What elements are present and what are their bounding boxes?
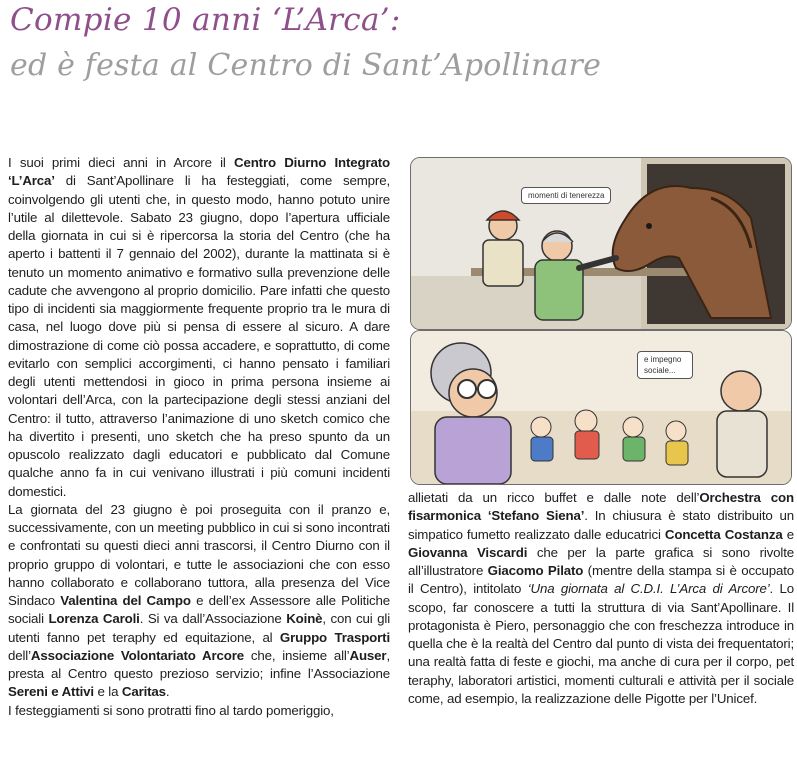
comic-illustration-dolls (411, 331, 791, 484)
text-column-right (408, 489, 794, 708)
text-column-left (8, 154, 390, 720)
comic-illustration-horse (411, 158, 791, 329)
speech-bubble-social: e impegno sociale... (637, 351, 693, 379)
comic-panel-dolls (410, 330, 792, 485)
paragraph-2: La giornata del 23 giugno è poi proseguita con il pranzo e, successivamente, con un meeting pubblico in cui si sono incontrati e confrontati su questi dieci anni trascorsi, il Centro Diurno con il proprio gruppo di volontari, e tutte le associazioni che con esso hanno collaborato e collaborano tuttora, alla presenza del Vice Sindaco Valentina del Campo e dell’ex Assessore alle Politiche sociali Lorenza Caroli. Si va dall’Associazione Koinè, con cui gli utenti fanno pet teraphy ed equitazione, al Gruppo Trasporti dell’Associazione Volontariato Arcore che, insieme all’Auser, presta al Centro questo prezioso servizio; infine l’Associazione Sereni e Attivi e la Caritas. (8, 501, 390, 700)
article-title: Compie 10 anni ‘L’Arca’: (10, 2, 401, 38)
article-subtitle: ed è festa al Centro di Sant’Apollinare (10, 48, 602, 83)
speech-bubble-tenderness: momenti di tenerezza (521, 187, 611, 204)
paragraph-3: I festeggiamenti si sono protratti fino al tardo pomeriggio, (8, 702, 334, 718)
paragraph-4: allietati da un ricco buffet e dalle note dell’Orchestra con fisarmonica ‘Stefano Siena’. In chiusura è stato distribuito un simpatico fumetto realizzato dalle educatrici Concetta Costanza e Giovanna Viscardi che per la parte grafica si sono rivolte all’illustratore Giacomo Pilato (mentre della stampa si è occupato il Centro), intitolato ‘Una giornata al C.D.I. L’Arca di Arcore’. Lo scopo, far conoscere a tutti la struttura di via Sant’Apollinare. Il protagonista è Piero, personaggio che con freschezza introduce in quella che è la realtà del Centro dal punto di vista dei frequentatori; una realtà fatta di feste e giochi, ma anche di cura per il corpo, pet teraphy, laboratori artistici, momenti culturali e attività per il sociale come, ad esempio, la realizzazione delle Pigotte per l’Unicef. (408, 490, 795, 706)
paragraph-1: I suoi primi dieci anni in Arcore il Centro Diurno Integrato ‘L’Arca’ di Sant’Apollinare li ha festeggiati, come sempre, coinvolgendo gli utenti che, in questo modo, hanno potuto unire l’utile al dilettevole. Sabato 23 giugno, dopo l’apertura ufficiale della giornata in cui si è ripercorsa la storia del Centro (che ha aperto i battenti il 7 gennaio del 2002), durante la mattinata si è tenuto un momento animativo e formativo sulla prevenzione delle cadute che avvengono al proprio domicilio. Pare infatti che questo tipo di incidenti sia maggiormente frequente proprio tra le mura di casa, nel luogo dove più si pensa di essere al sicuro. A dare dimostrazione di come ciò possa accadere, e soprattutto, di come evitarlo con semplici accorgimenti, ci hanno pensato i familiari degli utenti mettendosi in gioco in prima persona insieme ai volontari dell’Arca, con la partecipazione degli stessi anziani del Centro: il tutto, attraverso l’animazione di uno sketch comico che ha divertito i presenti, uno sketch che ha preso spunto da un opuscolo realizzato dagli educatori e pubblicato dal Comune qualche anno fa in cui venivano illustrati i più comuni incidenti domestici. (8, 155, 390, 499)
comic-panel-horse (410, 157, 792, 330)
